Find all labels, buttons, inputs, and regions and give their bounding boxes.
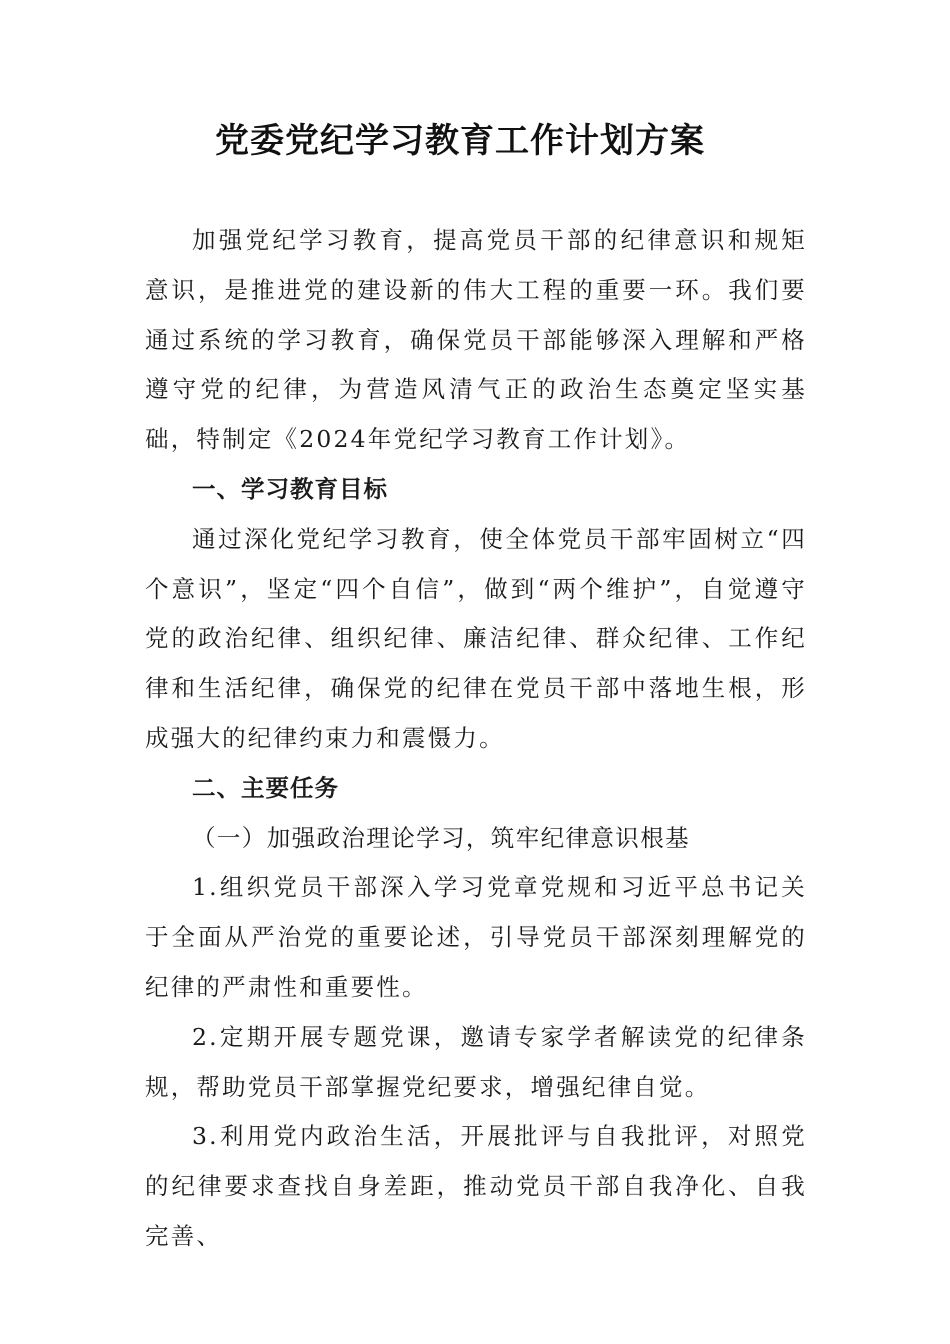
document-body	[145, 216, 807, 1262]
task-item-2: 2.定期开展专题党课，邀请专家学者解读党的纪律条规，帮助党员干部掌握党纪要求，增强纪律自觉。	[145, 1022, 807, 1101]
document-title: 党委党纪学习教育工作计划方案	[215, 121, 705, 161]
intro-paragraph: 加强党纪学习教育，提高党员干部的纪律意识和规矩意识，是推进党的建设新的伟大工程的重要一环。我们要通过系统的学习教育，确保党员干部能够深入理解和严格遵守党的纪律，为营造风清气正的政治生态奠定坚实基础，特制定《2024年党纪学习教育工作计划》。	[145, 226, 807, 454]
goals-paragraph: 通过深化党纪学习教育，使全体党员干部牢固树立“四个意识”，坚定“四个自信”，做到“两个维护”，自觉遵守党的政治纪律、组织纪律、廉洁纪律、群众纪律、工作纪律和生活纪律，确保党的纪律在党员干部中落地生根，形成强大的纪律约束力和震慑力。	[145, 524, 807, 752]
task-item-1: 1.组织党员干部深入学习党章党规和习近平总书记关于全面从严治党的重要论述，引导党员干部深刻理解党的纪律的严肃性和重要性。	[145, 873, 807, 1001]
subsection-heading-theory: （一）加强政治理论学习，筑牢纪律意识根基	[192, 823, 690, 852]
section-heading-tasks: 二、主要任务	[192, 773, 339, 802]
task-item-3: 3.利用党内政治生活，开展批评与自我批评，对照党的纪律要求查找自身差距，推动党员干部自我净化、自我完善、	[145, 1122, 807, 1250]
section-heading-goals: 一、学习教育目标	[192, 474, 388, 503]
